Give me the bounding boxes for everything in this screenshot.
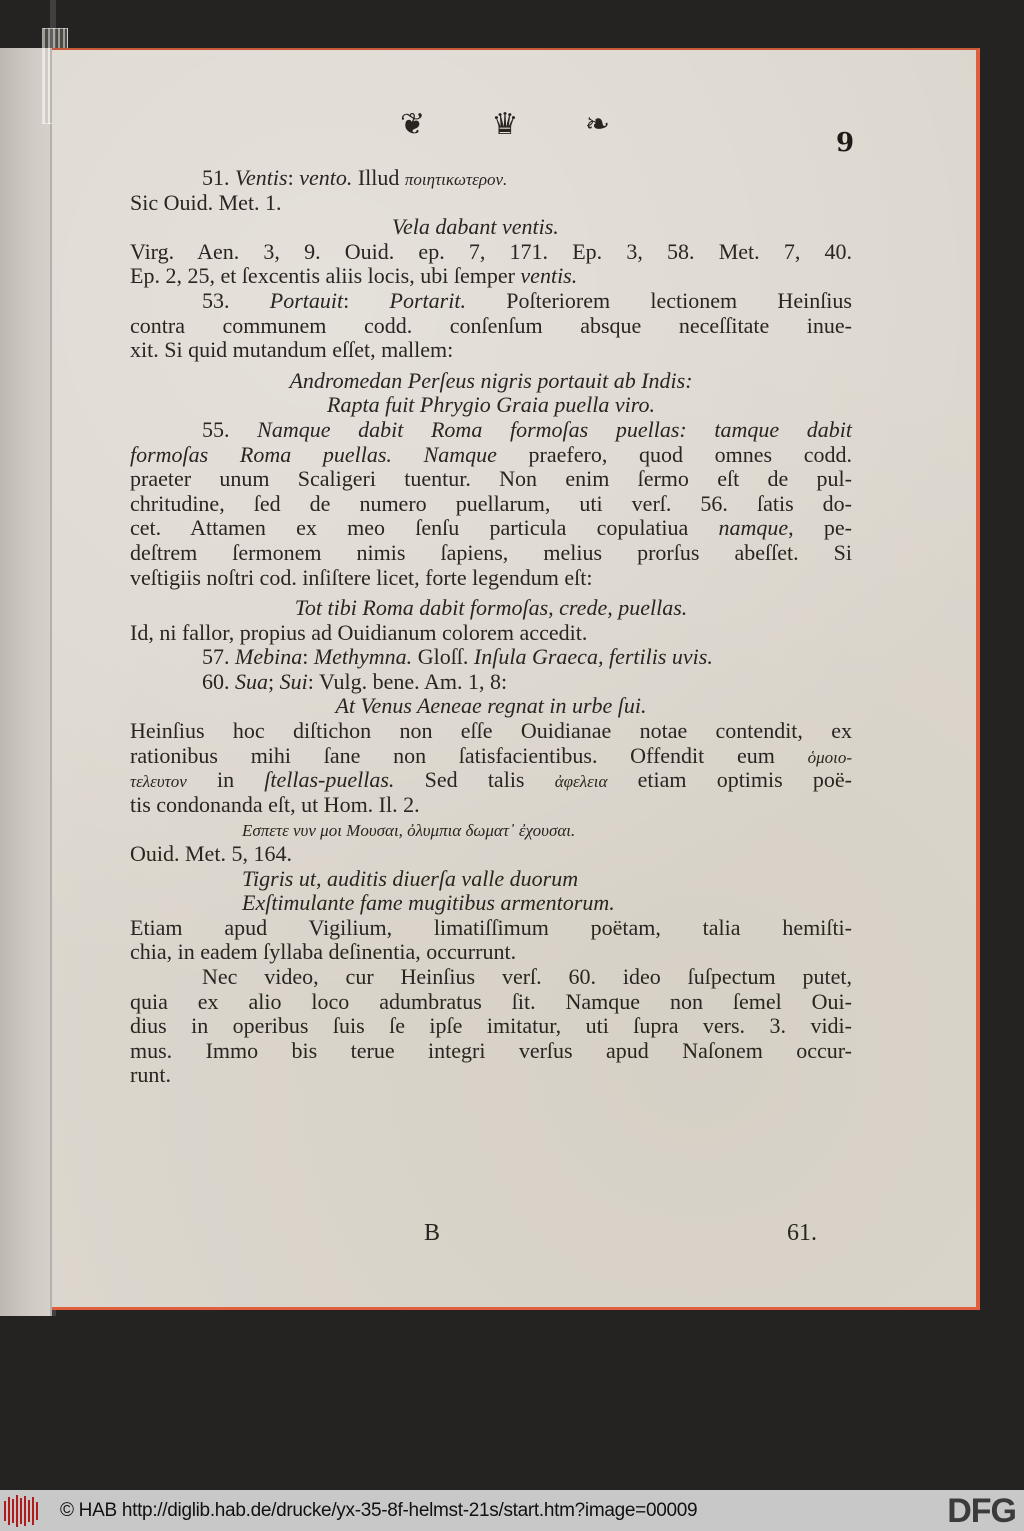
roman-text: Ep. 2, 25, et ſexcentis aliis locis, ubi ſemper [130,263,521,289]
roman-text: mus. Immo bis terue integri verſus apud Naſonem occur- [130,1037,852,1063]
greek-text: Εσπετε νυν μοι Μουσαι, ὀλυμπια δωματ᾽ ἐχουσαι. [242,821,576,841]
text-line [130,916,852,941]
roman-text: veſtigiis noſtri cod. inſiſtere licet, forte legendum eſt: [130,564,593,590]
italic-text: Methymna. [313,644,413,670]
text-line [130,817,852,842]
greek-text: τελευτον [130,772,187,792]
roman-text: Heinſius hoc diſtichon non eſſe Ouidianae notae contendit, ex [130,718,852,744]
text-line [130,965,852,990]
roman-text: tis condonanda eſt, ut Hom. Il. 2. [130,791,420,817]
text-line [130,289,852,314]
roman-text: Illud [352,165,405,190]
text-line [130,867,852,892]
signature-mark: B [424,1220,441,1246]
roman-text: : Vulg. bene. Am. 1, 8: [307,668,508,694]
text-line [130,166,852,191]
roman-text: , pe- [788,515,852,541]
page-body-text [130,166,852,1088]
text-line [130,596,852,621]
italic-text: ſtellas-puellas. [264,767,395,793]
roman-text: Sic Ouid. Met. 1. [130,189,282,215]
italic-text: Vela dabant ventis. [392,214,559,240]
ornament-left-icon: ❦ [400,106,426,142]
text-line [130,842,852,867]
text-line [130,191,852,216]
italic-text: Portarit. [389,287,466,313]
ornament-right-icon: ❧ [584,106,610,142]
roman-text: : [343,287,390,313]
text-line [130,744,852,769]
roman-text [392,442,424,467]
header-ornament [400,104,610,144]
greek-text: ἀφελεια [554,772,608,792]
roman-text: xit. Si quid mutandum eſſet, mallem: [130,337,454,363]
roman-text: in [186,767,265,793]
roman-text: 55. [202,416,258,442]
text-line [130,369,852,394]
text-line [130,768,852,793]
catchword: 61. [787,1220,817,1246]
roman-text: 57. [202,644,235,670]
text-line [130,621,852,646]
roman-text: Ouid. Met. 5, 164. [130,841,292,867]
text-line [130,940,852,965]
italic-text: Inſula Graeca, fertilis uvis. [473,644,713,670]
adjacent-page-edge [0,48,52,1316]
italic-text: vento. [299,165,353,190]
roman-text: Sed talis [394,767,555,793]
roman-text: chia, in eadem ſyllaba deſinentia, occurrunt. [130,939,517,965]
text-line [130,338,852,363]
copyright-url[interactable]: © HAB http://diglib.hab.de/drucke/yx-35-8f-helmst-21s/start.htm?image=00009 [60,1499,698,1521]
text-line [130,694,852,719]
text-line [130,719,852,744]
italic-text: At Venus Aeneae regnat in urbe ſui. [335,693,647,719]
dfg-logo: DFG [947,1492,1016,1530]
text-line [130,516,852,541]
text-line [130,467,852,492]
greek-text: ὁμοιο- [807,747,852,767]
footer-bar [0,1490,1024,1531]
text-line [130,891,852,916]
roman-text: quia ex alio loco adumbratus ſit. Namque non ſemel Oui- [130,988,852,1014]
hab-logo-icon [4,1495,40,1527]
roman-text: Gloſſ. [412,644,474,670]
text-line [130,240,852,265]
italic-text: Rapta fuit Phrygio Graia puella viro. [327,392,655,418]
roman-text: Id, ni fallor, propius ad Ouidianum colorem accedit. [130,619,588,645]
roman-text: dius in operibus ſuis ſe ipſe imitatur, uti ſupra vers. 3. vidi- [130,1013,852,1039]
roman-text: 53. [202,287,270,313]
italic-text: Tot tibi Roma dabit formoſas, crede, puellas. [294,595,688,621]
roman-text: contra communem codd. conſenſum absque neceſſitate inue- [130,312,852,338]
text-line [130,314,852,339]
roman-text: chritudine, ſed de numero puellarum, uti verſ. 56. ſatis do- [130,490,852,516]
page-number: 9 [836,128,855,158]
text-line [130,1039,852,1064]
roman-text: Etiam apud Vigilium, limatiſſimum poëtam, talia hemiſti- [130,914,852,940]
roman-text: etiam optimis poë- [607,767,852,793]
roman-text: 51. [202,165,235,190]
roman-text: : [302,644,314,670]
roman-text: deſtrem ſermonem nimis ſapiens, melius prorſus abeſſet. Si [130,539,852,565]
text-line [130,1063,852,1088]
italic-text: Mebina [235,644,303,670]
roman-text: : [287,165,300,190]
italic-text: Namque dabit Roma formoſas puellas: tamque dabit [257,416,853,442]
ornament-crown-icon: ♛ [491,106,519,142]
text-line [130,566,852,591]
italic-text: Tigris ut, auditis diuerſa valle duorum [242,865,579,891]
roman-text: Virg. Aen. 3, 9. Ouid. ep. 7, 171. Ep. 3, 58. Met. 7, 40. [130,238,852,264]
text-line [130,215,852,240]
roman-text: cet. Attamen ex meo ſenſu particula copulatiua [130,515,719,541]
roman-text: Nec video, cur Heinſius verſ. 60. ideo ſuſpectum putet, [202,964,852,989]
italic-text: Portauit [269,287,344,313]
text-line [130,492,852,517]
text-line [130,541,852,566]
text-line [130,418,852,443]
text-line [130,670,852,695]
italic-text: namque [718,515,789,541]
text-line [130,793,852,818]
roman-text: Poſteriorem lectionem Heinſius [465,287,852,313]
text-line [130,990,852,1015]
italic-text: formoſas Roma puellas. [130,441,392,467]
roman-text: 60. [202,668,235,694]
text-line [130,1014,852,1039]
italic-text: Sui [279,668,308,694]
greek-text: ποιητικωτερον. [404,170,508,189]
roman-text: praefero, quod omnes codd. [496,441,852,467]
italic-text: Namque [423,441,497,467]
text-line [130,393,852,418]
italic-text: Exſtimulante fame mugitibus armentorum. [242,890,615,916]
text-line [130,645,852,670]
italic-text: Ventis [235,165,288,190]
italic-text: Andromedan Perſeus nigris portauit ab Indis: [289,367,693,393]
italic-text: ventis. [520,263,578,289]
italic-text: Sua [235,668,268,694]
text-line [130,443,852,468]
text-line [130,264,852,289]
roman-text: rationibus mihi ſane non ſatisfacientibus. Offendit eum [130,742,808,768]
roman-text: ; [268,668,280,694]
roman-text: praeter unum Scaligeri tuentur. Non enim ſermo eſt de pul- [130,466,852,492]
roman-text: runt. [130,1062,171,1088]
